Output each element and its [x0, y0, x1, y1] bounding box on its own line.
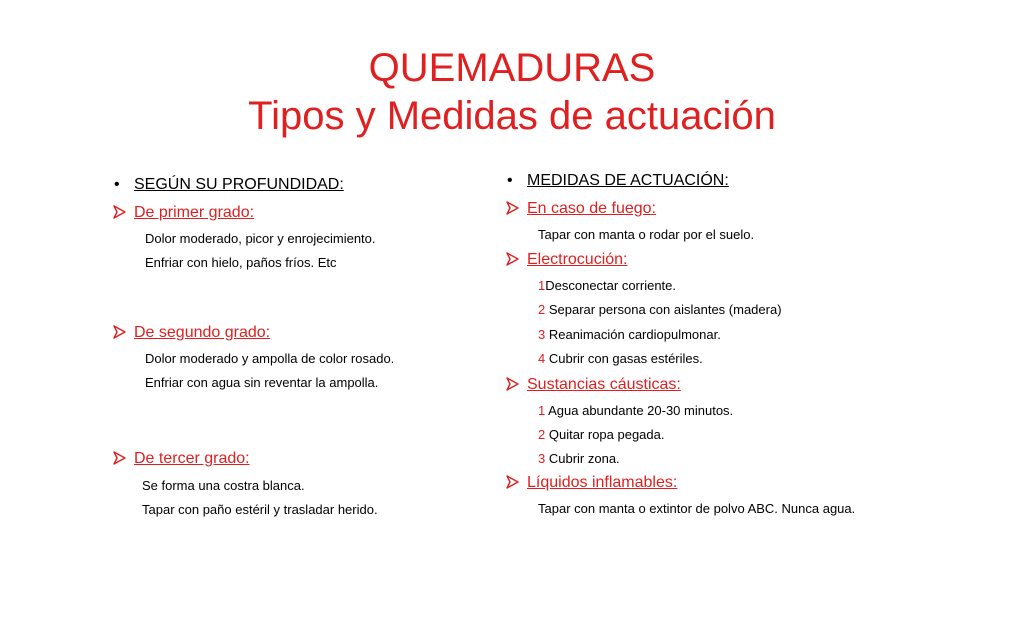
left-item: Dolor moderado y ampolla de color rosado. — [145, 351, 395, 366]
title-line-1: QUEMADURAS — [368, 46, 656, 90]
right-item: 3 Cubrir zona. — [538, 451, 620, 466]
left-item: Enfriar con agua sin reventar la ampolla. — [145, 375, 379, 390]
right-item: 4 Cubrir con gasas estériles. — [538, 351, 703, 366]
right-section-label-2: Electrocución: — [527, 251, 628, 269]
left-item: Dolor moderado, picor y enrojecimiento. — [145, 231, 376, 246]
right-heading: • MEDIDAS DE ACTUACIÓN: — [507, 172, 729, 189]
arrowhead-bullet-icon — [112, 325, 126, 339]
arrowhead-bullet-icon — [505, 252, 519, 266]
left-item: Enfriar con hielo, paños fríos. Etc — [145, 255, 337, 270]
slide-title — [0, 44, 1024, 140]
right-section-label-4: Líquidos inflamables: — [527, 474, 677, 492]
bullet-dot-icon: • — [507, 172, 513, 189]
arrowhead-bullet-icon — [505, 475, 519, 489]
arrowhead-bullet-icon — [112, 451, 126, 465]
arrowhead-bullet-icon — [505, 377, 519, 391]
right-item: Tapar con manta o rodar por el suelo. — [538, 227, 755, 242]
bullet-dot-icon: • — [114, 176, 120, 193]
right-section-label-1: En caso de fuego: — [527, 200, 656, 218]
left-item: Se forma una costra blanca. — [142, 478, 305, 493]
left-item: Tapar con paño estéril y trasladar herido. — [142, 502, 378, 517]
right-section-label-3: Sustancias cáusticas: — [527, 376, 681, 394]
right-item: 2 Separar persona con aislantes (madera) — [538, 302, 782, 317]
right-item: 2 Quitar ropa pegada. — [538, 427, 665, 442]
right-item: Tapar con manta o extintor de polvo ABC. Nunca agua. — [538, 501, 856, 516]
right-item: 1 Agua abundante 20-30 minutos. — [538, 403, 734, 418]
title-line-2: Tipos y Medidas de actuación — [248, 94, 776, 138]
arrowhead-bullet-icon — [112, 205, 126, 219]
left-section-label-2: De segundo grado: — [134, 324, 270, 342]
arrowhead-bullet-icon — [505, 201, 519, 215]
left-section-label-3: De tercer grado: — [134, 450, 250, 468]
left-heading: • SEGÚN SU PROFUNDIDAD: — [114, 176, 344, 193]
left-section-label-1: De primer grado: — [134, 204, 254, 222]
right-item: 1Desconectar corriente. — [538, 278, 677, 293]
right-item: 3 Reanimación cardiopulmonar. — [538, 327, 721, 342]
